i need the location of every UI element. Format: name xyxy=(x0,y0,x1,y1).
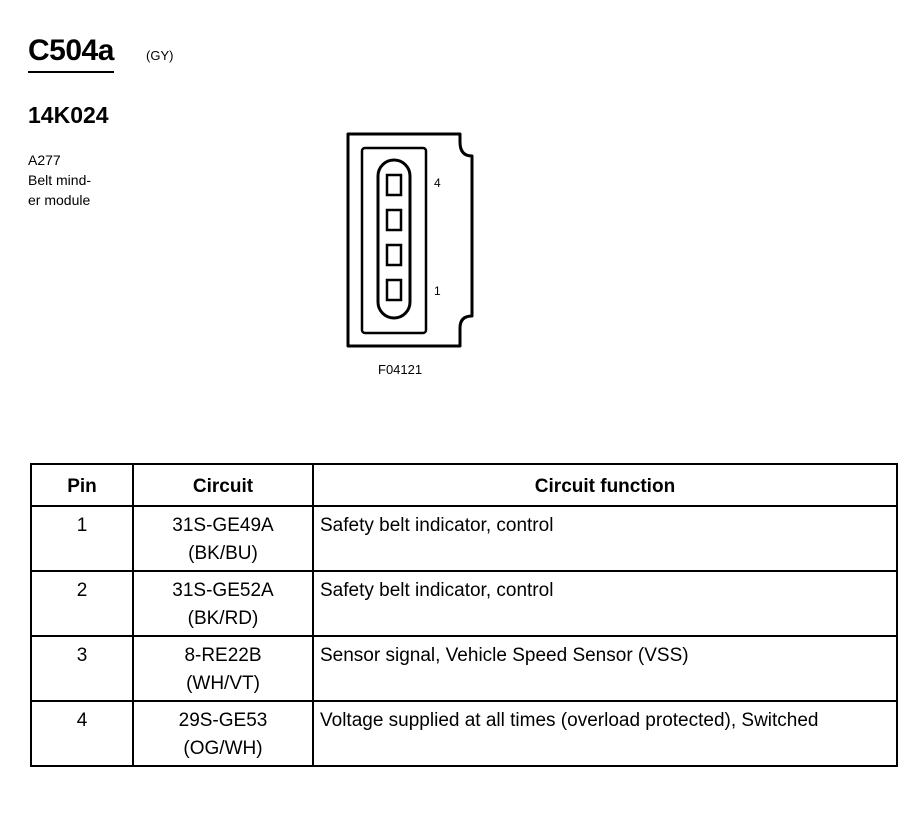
circuit-function: Sensor signal, Vehicle Speed Sensor (VSS) xyxy=(313,636,897,701)
component-name-line-2: er module xyxy=(28,192,91,208)
part-number: 14K024 xyxy=(28,102,109,128)
wire-color: (BK/BU) xyxy=(188,543,258,564)
circuit-id: 8-RE22B xyxy=(184,645,262,666)
table-row xyxy=(31,506,897,571)
circuit-function: Safety belt indicator, control xyxy=(313,571,897,636)
circuit-id: 29S-GE53 xyxy=(178,710,268,731)
pin-number: 1 xyxy=(31,506,133,571)
connector-face-drawing xyxy=(340,128,480,353)
terminal-pin-2 xyxy=(387,245,401,265)
wire-color: (OG/WH) xyxy=(183,738,263,759)
pin-table xyxy=(30,463,898,767)
table-header-row xyxy=(31,464,897,506)
component-name-line-1: Belt mind- xyxy=(28,172,92,188)
title-block xyxy=(28,34,174,73)
connector-id: C504a xyxy=(28,34,114,73)
table-row xyxy=(31,571,897,636)
circuit-cell xyxy=(133,506,313,571)
circuit-function: Voltage supplied at all times (overload protected), Switched xyxy=(313,701,897,766)
component-code: A277 xyxy=(28,152,61,168)
component-description xyxy=(28,150,91,210)
header-circuit: Circuit xyxy=(133,464,313,506)
circuit-cell xyxy=(133,701,313,766)
terminal-pin-1 xyxy=(387,280,401,300)
table-row xyxy=(31,701,897,766)
pin-cavity xyxy=(378,160,410,318)
pin-4-label: 4 xyxy=(434,176,441,190)
connector-diagram xyxy=(340,128,480,358)
wire-color: (WH/VT) xyxy=(186,673,260,694)
circuit-cell xyxy=(133,571,313,636)
header-function: Circuit function xyxy=(313,464,897,506)
terminal-pin-4 xyxy=(387,175,401,195)
connector-color: (GY) xyxy=(146,48,174,63)
circuit-id: 31S-GE49A xyxy=(172,515,274,536)
circuit-id: 31S-GE52A xyxy=(172,580,274,601)
figure-id: F04121 xyxy=(378,362,423,377)
table-row xyxy=(31,636,897,701)
pin-number: 2 xyxy=(31,571,133,636)
circuit-function: Safety belt indicator, control xyxy=(313,506,897,571)
pin-number: 3 xyxy=(31,636,133,701)
pin-1-label: 1 xyxy=(434,284,441,298)
terminal-pin-3 xyxy=(387,210,401,230)
circuit-cell xyxy=(133,636,313,701)
header-pin: Pin xyxy=(31,464,133,506)
wire-color: (BK/RD) xyxy=(187,608,259,629)
pin-number: 4 xyxy=(31,701,133,766)
